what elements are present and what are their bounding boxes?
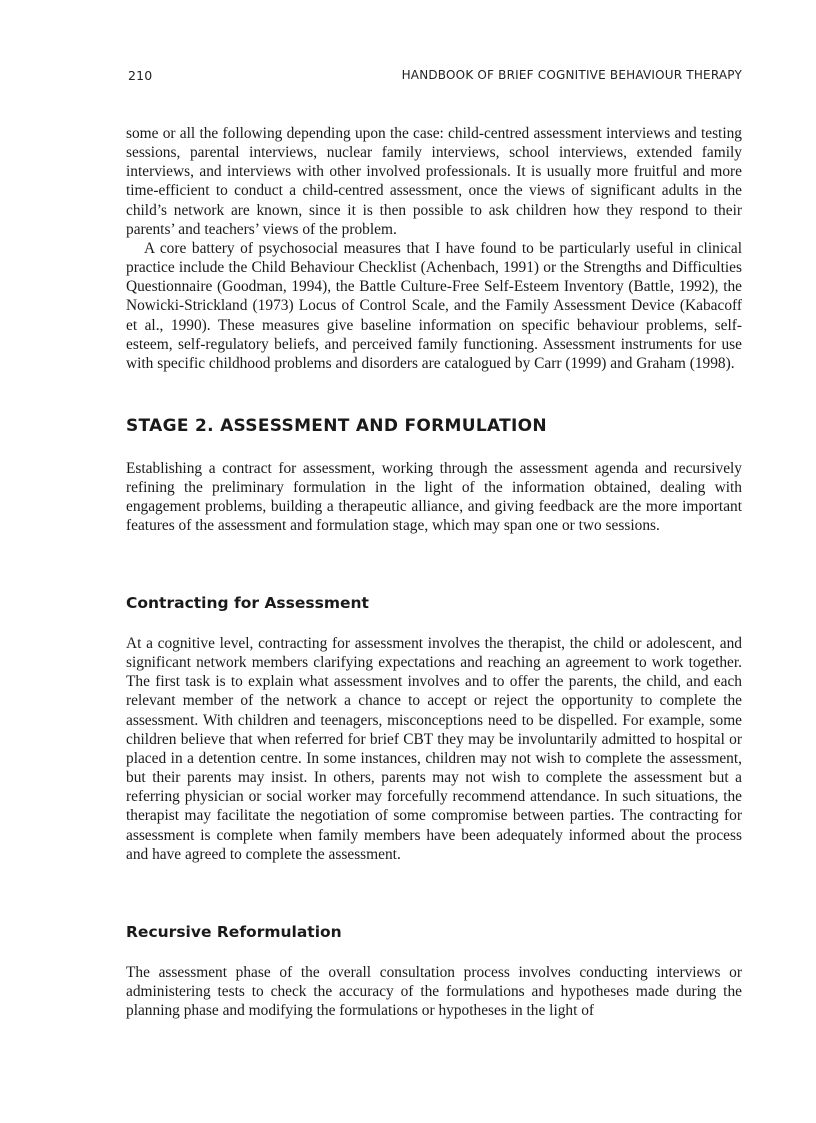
running-title: HANDBOOK OF BRIEF COGNITIVE BEHAVIOUR THERAPY [401, 68, 742, 82]
intro-text [126, 124, 742, 373]
paragraph-contracting: At a cognitive level, contracting for assessment involves the therapist, the child or adolescent, and significant network members clarifying expectations and reaching an agreement to work together. The first task is to explain what assessment involves and to offer the parents, the child, and each relevant member of the network a chance to accept or reject the opportunity to complete the assessment. With children and teenagers, misconceptions need to be dispelled. For example, some children believe that when referred for brief CBT they may be involuntarily admitted to hospital or placed in a detention centre. In some instances, children may not wish to complete the assessment, but their parents may insist. In others, parents may not wish to complete the assessment but a referring physician or social worker may forcefully recommend attendance. In such situations, the therapist may facilitate the negotiation of some compromise between parties. The contracting for assessment is complete when family members have been adequately informed about the process and have agreed to complete the assessment. [126, 635, 742, 863]
section-stage-2 [126, 416, 742, 436]
page-number: 210 [128, 68, 153, 83]
contracting-text [126, 634, 742, 864]
subheading-recursive: Recursive Reformulation [126, 923, 342, 941]
section-heading: STAGE 2. ASSESSMENT AND FORMULATION [126, 416, 547, 436]
subsection-contracting [126, 594, 742, 612]
subsection-recursive [126, 923, 742, 941]
paragraph-psychosocial-measures: A core battery of psychosocial measures that I have found to be particularly useful in clinical practice include the Child Behaviour Checklist (Achenbach, 1991) or the Strengths and Difficulties Questionnaire (Goodman, 1994), the Battle Culture-Free Self-Esteem Inventory (Battle, 1992), the Nowicki-Strickland (1973) Locus of Control Scale, and the Family Assessment Device (Kabacoff et al., 1990). These measures give baseline information on specific behaviour problems, self-esteem, self-regulatory beliefs, and perceived family functioning. Assessment instruments for use with specific childhood problems and disorders are catalogued by Carr (1999) and Graham (1998). [126, 239, 742, 372]
running-head [126, 68, 742, 86]
subheading-contracting: Contracting for Assessment [126, 594, 369, 612]
paragraph-assessment-interviews: some or all the following depending upon the case: child-centred assessment interviews and testing sessions, parental interviews, nuclear family interviews, school interviews, extended family interviews, and interviews with other involved professionals. It is usually more fruitful and more time-efficient to conduct a child-centred assessment, once the views of significant adults in the child’s network are known, since it is then possible to ask children how they respond to their parents’ and teachers’ views of the problem. [126, 125, 742, 238]
stage-2-intro [126, 459, 742, 536]
paragraph-stage-2-overview: Establishing a contract for assessment, working through the assessment agenda and recursively refining the preliminary formulation in the light of the information obtained, dealing with engagement problems, building a therapeutic alliance, and giving feedback are the more important features of the assessment and formulation stage, which may span one or two sessions. [126, 460, 742, 535]
recursive-text [126, 963, 742, 1020]
paragraph-recursive: The assessment phase of the overall consultation process involves conducting interviews or administering tests to check the accuracy of the formulations and hypotheses made during the planning phase and modifying the formulations or hypotheses in the light of [126, 964, 742, 1020]
